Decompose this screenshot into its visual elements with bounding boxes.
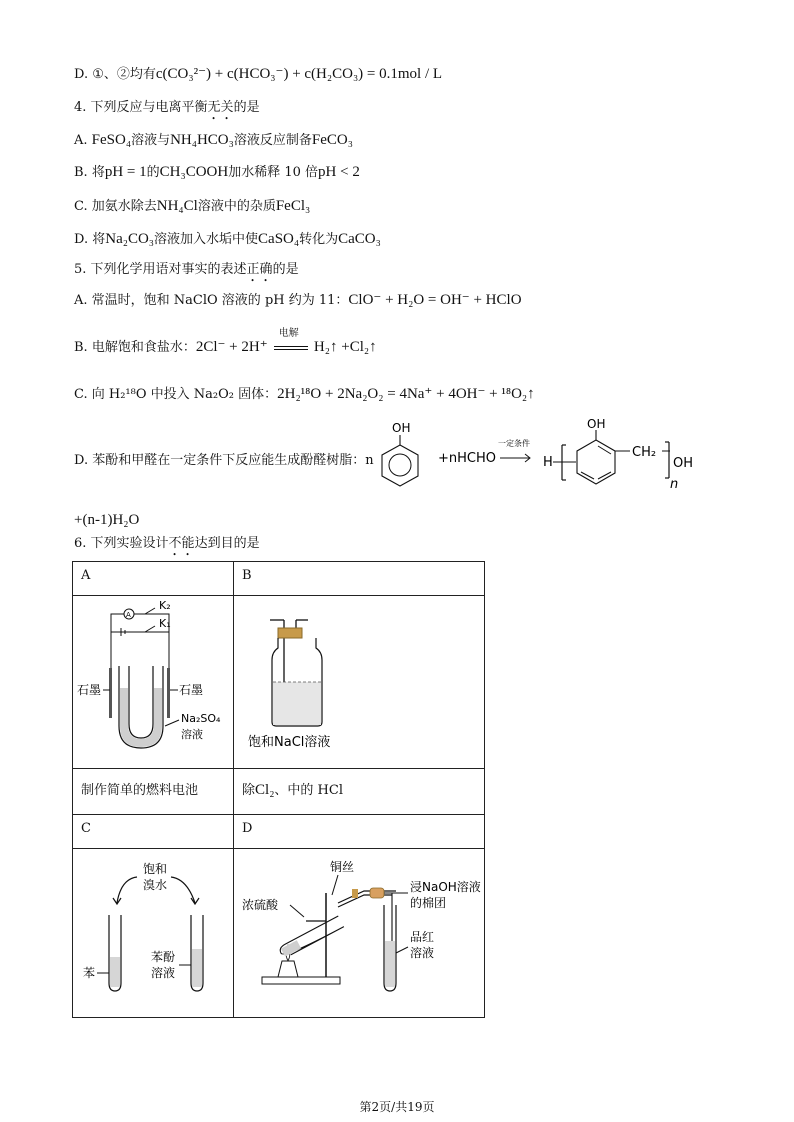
cell-d-label: D: [234, 815, 485, 849]
q4-stem-emph: 无关: [207, 100, 234, 115]
reaction-condition: 一定条件: [498, 439, 530, 448]
na2so4-label: Na₂SO₄: [181, 712, 221, 725]
bromine-water-test: [73, 849, 233, 1013]
cell-b-caption: [234, 769, 485, 815]
formaldehyde-label: +nHCHO: [438, 451, 496, 466]
q4-b-r2: CH₃COOH: [159, 164, 229, 180]
phenol-ring: [382, 445, 418, 486]
naoh-cotton: [370, 888, 384, 898]
solution-label: 溶液: [181, 728, 203, 741]
product-tail-oh: OH: [673, 456, 694, 471]
q4-b-r1: pH = 1: [104, 164, 147, 180]
q4-option-a: [74, 130, 353, 151]
q5-b-electrolysis-arrow: [272, 327, 310, 358]
cell-b-label: B: [234, 562, 485, 596]
q5-b-left: 2Cl⁻ + 2H⁺: [195, 339, 268, 355]
q6-stem-emph: 不能: [168, 536, 195, 551]
q5-b-right: H₂↑ +Cl₂↑: [313, 339, 377, 355]
k2-label: K₂: [159, 599, 171, 612]
q4-d-r1: Na₂CO₃: [105, 231, 155, 247]
q5-stem-a: 5. 下列化学用语对事实的表述: [74, 262, 247, 277]
benzene-label: 苯: [83, 966, 96, 980]
bromine-label-2: 溴水: [143, 878, 168, 892]
b-caption-pre: 除: [242, 783, 256, 798]
bromine-label-1: 饱和: [143, 862, 168, 876]
repeat-n: n: [670, 477, 679, 492]
q3-d-text: D. ①、②均有: [74, 67, 156, 82]
q5-option-c: [74, 384, 535, 405]
fuchsin-label-1: 品红: [410, 930, 435, 944]
q5-stem: [74, 260, 299, 285]
q4-option-d: [74, 229, 381, 250]
right-electrode: [167, 668, 170, 718]
q4-d-mid2: 转化为: [299, 232, 339, 247]
q5-c-equation: 2H₂¹⁸O + 2Na₂O₂ = 4Na⁺ + 4OH⁻ + ¹⁸O₂↑: [277, 386, 535, 402]
q5-d-text: D. 苯酚和甲醛在一定条件下反应能生成酚醛树脂：n: [74, 453, 374, 468]
q4-stem-b: 的是: [233, 100, 260, 115]
q5-d-continuation: [74, 510, 139, 531]
cell-c-diagram: [73, 849, 234, 1018]
product-oh-label: OH: [587, 418, 606, 431]
q4-d-r2: CaSO₄: [258, 231, 300, 247]
cell-a-caption: 制作简单的燃料电池: [73, 769, 234, 815]
cell-d-diagram: [234, 849, 485, 1018]
cell-c-label: C: [73, 815, 234, 849]
q5-c-text: C. 向 H₂¹⁸O 中投入 Na₂O₂ 固体：: [74, 387, 278, 402]
q4-stem: [74, 98, 260, 123]
gas-washing-bottle: [234, 596, 484, 764]
copper-wire-label: 铜丝: [330, 860, 355, 874]
q5-a-equation: ClO⁻ + H₂O = OH⁻ + HClO: [348, 292, 522, 308]
conc-acid-label: 浓硫酸: [242, 898, 279, 912]
q6-stem-a: 6. 下列实验设计: [74, 536, 169, 551]
cell-a-label: A: [73, 562, 234, 596]
q4-d-mid1: 溶液加入水垢中使: [154, 232, 259, 247]
nacl-solution: [273, 682, 321, 725]
q3-d-equation: c(CO₃²⁻) + c(HCO₃⁻) + c(H₂CO₃) = 0.1mol / L: [155, 66, 443, 82]
product-h: H: [543, 455, 553, 470]
copper-sulfuric-acid-apparatus: [234, 849, 484, 1013]
left-electrode: [109, 668, 112, 718]
phenol-solution-label: 溶液: [151, 966, 176, 980]
left-graphite-label: 石墨: [77, 683, 102, 697]
q4-c-r1: NH₄Cl: [156, 198, 198, 214]
phenol-ring-circle: [389, 454, 411, 476]
right-graphite-label: 石墨: [179, 683, 204, 697]
phenol-oh-label: OH: [392, 421, 411, 435]
q5-a-text: A. 常温时，饱和 NaClO 溶液的 pH 约为 11：: [74, 293, 349, 308]
q4-d-r3: CaCO₃: [338, 231, 381, 247]
q6-stem-b: 达到目的是: [194, 536, 260, 551]
q4-a-r2: NH₄HCO₃: [170, 132, 234, 148]
q4-b-pre: B. 将: [74, 165, 105, 180]
product-ch2: CH₂: [632, 445, 657, 460]
nacl-label: 饱和NaCl溶液: [248, 735, 331, 750]
cotton-label-1: 浸NaOH溶液: [410, 880, 481, 894]
experiment-table: [72, 561, 485, 1018]
q4-a-mid1: 溶液与: [131, 133, 171, 148]
cell-a-diagram: [73, 596, 234, 769]
q4-c-pre: C. 加氨水除去: [74, 199, 157, 214]
q4-a-pre: A.: [74, 133, 92, 148]
q4-c-r2: FeCl₃: [275, 198, 311, 214]
fuchsin-solution: [385, 941, 395, 987]
b-caption-post: 、中的 HCl: [274, 783, 343, 798]
copper-wire: [352, 889, 358, 898]
switch-k2-icon: [145, 608, 155, 614]
q4-a-r1: FeSO₄: [91, 132, 132, 148]
cotton-label-2: 的棉团: [410, 896, 447, 910]
q5-stem-emph: 正确: [246, 262, 273, 277]
phenol-formaldehyde-reaction: [380, 418, 710, 498]
cell-b-diagram: [234, 596, 485, 769]
q5-b-condition: 电解: [278, 327, 299, 339]
q4-b-r3: pH < 2: [318, 164, 360, 180]
q6-stem: [74, 534, 260, 559]
ammeter-label: A: [126, 611, 131, 619]
q4-d-pre: D. 将: [74, 232, 106, 247]
q4-option-b: [74, 162, 360, 183]
q4-b-mid2: 加水稀释 10 倍: [228, 165, 319, 180]
q4-a-r3: FeCO₃: [311, 132, 353, 148]
product-ring: [577, 440, 615, 484]
stand-base: [262, 977, 340, 984]
q5-b-text: B. 电解饱和食盐水：: [74, 340, 196, 355]
q5-option-d: [74, 451, 374, 471]
switch-k1-icon: [145, 626, 155, 632]
q4-c-mid: 溶液中的杂质: [197, 199, 276, 214]
fuel-cell-apparatus: [73, 596, 233, 764]
q5-option-b: [74, 327, 377, 358]
q4-a-mid2: 溶液反应制备: [233, 133, 312, 148]
q3-option-d: [74, 64, 442, 85]
q4-stem-a: 4. 下列反应与电离平衡: [74, 100, 208, 115]
b-caption-cl2: Cl₂: [255, 782, 275, 798]
q5-stem-b: 的是: [272, 262, 299, 277]
k1-label: K₁: [159, 617, 171, 630]
q5-option-a: [74, 290, 522, 311]
phenol-label: 苯酚: [151, 950, 176, 964]
q4-b-mid1: 的: [146, 165, 160, 180]
stopper: [278, 628, 302, 638]
q4-option-c: [74, 196, 310, 217]
fuchsin-label-2: 溶液: [410, 946, 435, 960]
alcohol-burner: [278, 961, 298, 977]
page-footer: 第2页/共19页: [359, 1100, 435, 1114]
q5-d-water: +(n-1)H₂O: [74, 512, 140, 528]
